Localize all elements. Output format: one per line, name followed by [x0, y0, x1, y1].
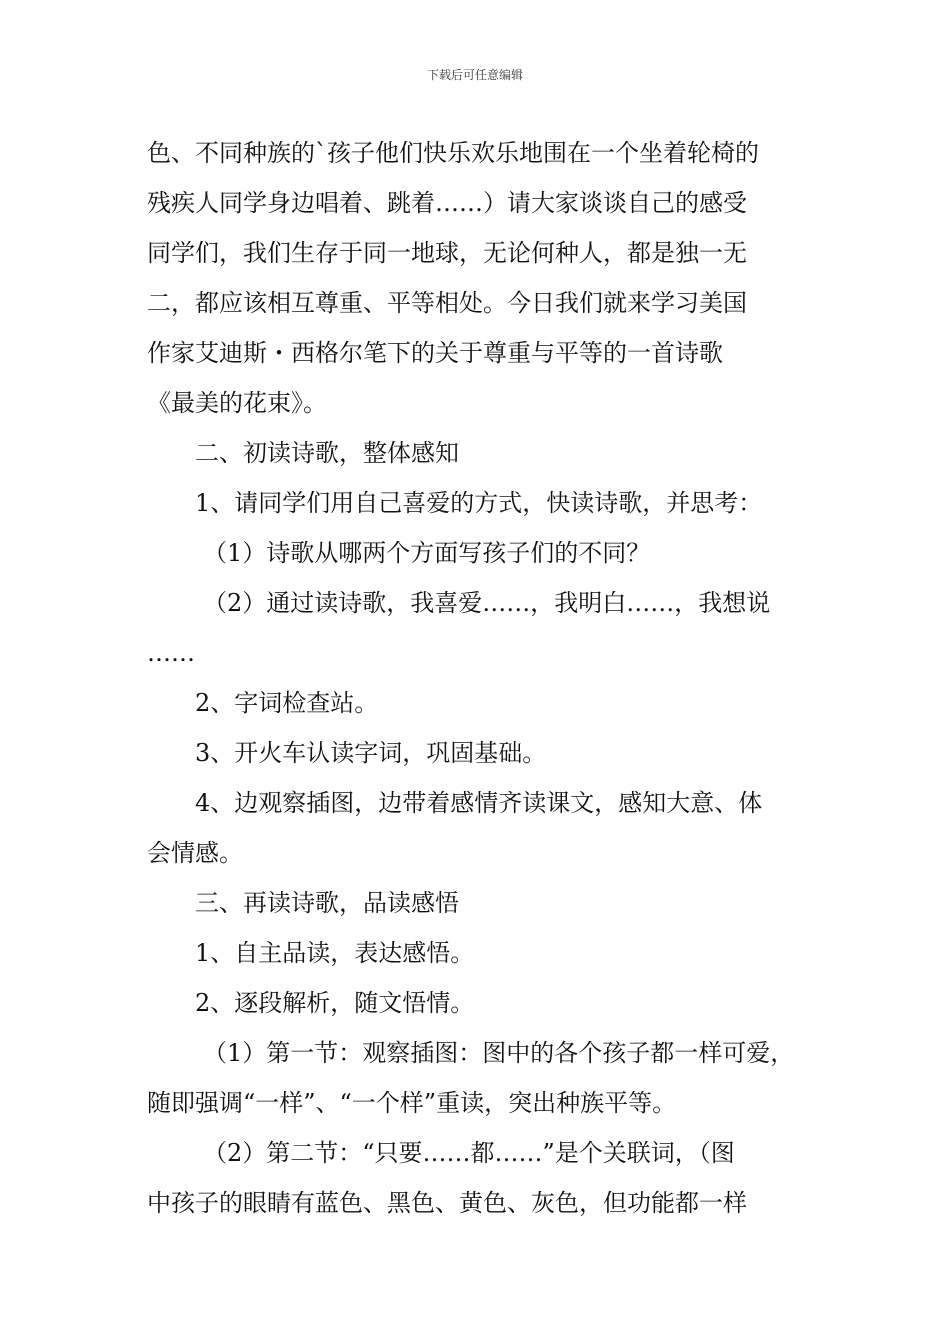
list-item: 2、字词检查站。	[195, 689, 379, 717]
paragraph-line: 二，都应该相互尊重、平等相处。今日我们就来学习美国	[147, 289, 747, 317]
paragraph-line: 《最美的花束》。	[147, 389, 327, 417]
page-header: 下载后可任意编辑	[426, 68, 523, 82]
document-body	[147, 128, 807, 1228]
paragraph-line: 色、不同种族的`孩子他们快乐欢乐地围在一个坐着轮椅的	[147, 139, 759, 167]
paragraph-line: 中孩子的眼睛有蓝色、黑色、黄色、灰色，但功能都一样	[147, 1189, 747, 1217]
paragraph-line: 随即强调“一样”、“一个样”重读，突出种族平等。	[147, 1089, 677, 1117]
section-heading: 二、初读诗歌，整体感知	[195, 439, 459, 467]
paragraph-line: 会情感。	[147, 839, 243, 867]
sub-list-item: （1）诗歌从哪两个方面写孩子们的不同？	[203, 539, 651, 567]
section-heading: 三、再读诗歌，品读感悟	[195, 889, 459, 917]
list-item: 1、请同学们用自己喜爱的方式，快读诗歌，并思考：	[195, 489, 763, 517]
sub-list-item: （2）第二节：“只要……都……”是个关联词，（图	[203, 1139, 735, 1167]
sub-list-item: （2）通过读诗歌，我喜爱……，我明白……，我想说	[203, 589, 771, 617]
paragraph-line: 作家艾迪斯・西格尔笔下的关于尊重与平等的一首诗歌	[147, 339, 723, 367]
list-item: 3、开火车认读字词，巩固基础。	[195, 739, 547, 767]
sub-list-item: （1）第一节：观察插图：图中的各个孩子都一样可爱，	[203, 1039, 795, 1067]
paragraph-line: 同学们，我们生存于同一地球，无论何种人，都是独一无	[147, 239, 747, 267]
paragraph-line: ……	[147, 639, 195, 667]
list-item: 4、边观察插图，边带着感情齐读课文，感知大意、体	[195, 789, 763, 817]
list-item: 2、逐段解析，随文悟情。	[195, 989, 475, 1017]
paragraph-line: 残疾人同学身边唱着、跳着……）请大家谈谈自己的感受	[147, 189, 747, 217]
list-item: 1、自主品读，表达感悟。	[195, 939, 475, 967]
